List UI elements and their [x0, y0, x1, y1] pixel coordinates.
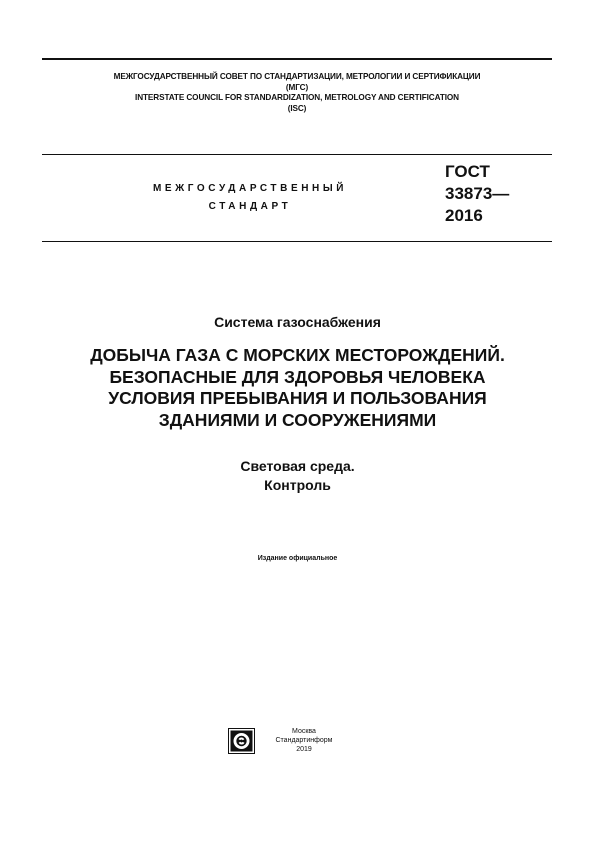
publisher-name: Стандартинформ: [275, 737, 333, 744]
council-ru-line2: (МГС): [285, 82, 309, 92]
bottom-rule: [42, 241, 552, 242]
subtitle: [0, 457, 595, 494]
council-en-line2: (ISC): [287, 103, 307, 113]
main-title-line2: БЕЗОПАСНЫЕ ДЛЯ ЗДОРОВЬЯ ЧЕЛОВЕКА: [109, 366, 486, 387]
standard-code-line3: 2016: [445, 206, 483, 225]
council-header: [42, 72, 552, 114]
main-title-line3: УСЛОВИЯ ПРЕБЫВАНИЯ И ПОЛЬЗОВАНИЯ: [108, 388, 487, 408]
publisher-year: 2019: [296, 746, 312, 753]
standard-code-line1: ГОСТ: [445, 162, 490, 181]
standard-code-line2: 33873—: [445, 184, 510, 203]
standartinform-logo-icon: [228, 728, 255, 754]
subtitle-line2: Контроль: [264, 476, 331, 493]
edition-note: Издание официальное: [257, 555, 338, 562]
main-title-line1: ДОБЫЧА ГАЗА С МОРСКИХ МЕСТОРОЖДЕНИЙ.: [90, 345, 505, 365]
standard-type-line2: СТАНДАРТ: [208, 201, 292, 212]
subtitle-line1: Световая среда.: [240, 458, 355, 474]
system-title: Система газоснабжения: [214, 314, 381, 330]
council-en-line1: INTERSTATE COUNCIL FOR STANDARDIZATION, METROLOGY AND CERTIFICATION: [135, 93, 459, 102]
standard-code: [445, 161, 509, 227]
publisher-city: Москва: [292, 728, 316, 735]
standard-type: [110, 180, 390, 216]
main-title: [40, 345, 555, 431]
standard-type-line1: МЕЖГОСУДАРСТВЕННЫЙ: [152, 183, 348, 194]
main-title-line4: ЗДАНИЯМИ И СООРУЖЕНИЯМИ: [158, 409, 437, 430]
council-ru-line1: МЕЖГОСУДАРСТВЕННЫЙ СОВЕТ ПО СТАНДАРТИЗАЦИИ, МЕТРОЛОГИИ И СЕРТИФИКАЦИИ: [113, 72, 481, 81]
top-rule: [42, 58, 552, 60]
publisher-info: [264, 727, 344, 754]
middle-rule: [42, 154, 552, 155]
